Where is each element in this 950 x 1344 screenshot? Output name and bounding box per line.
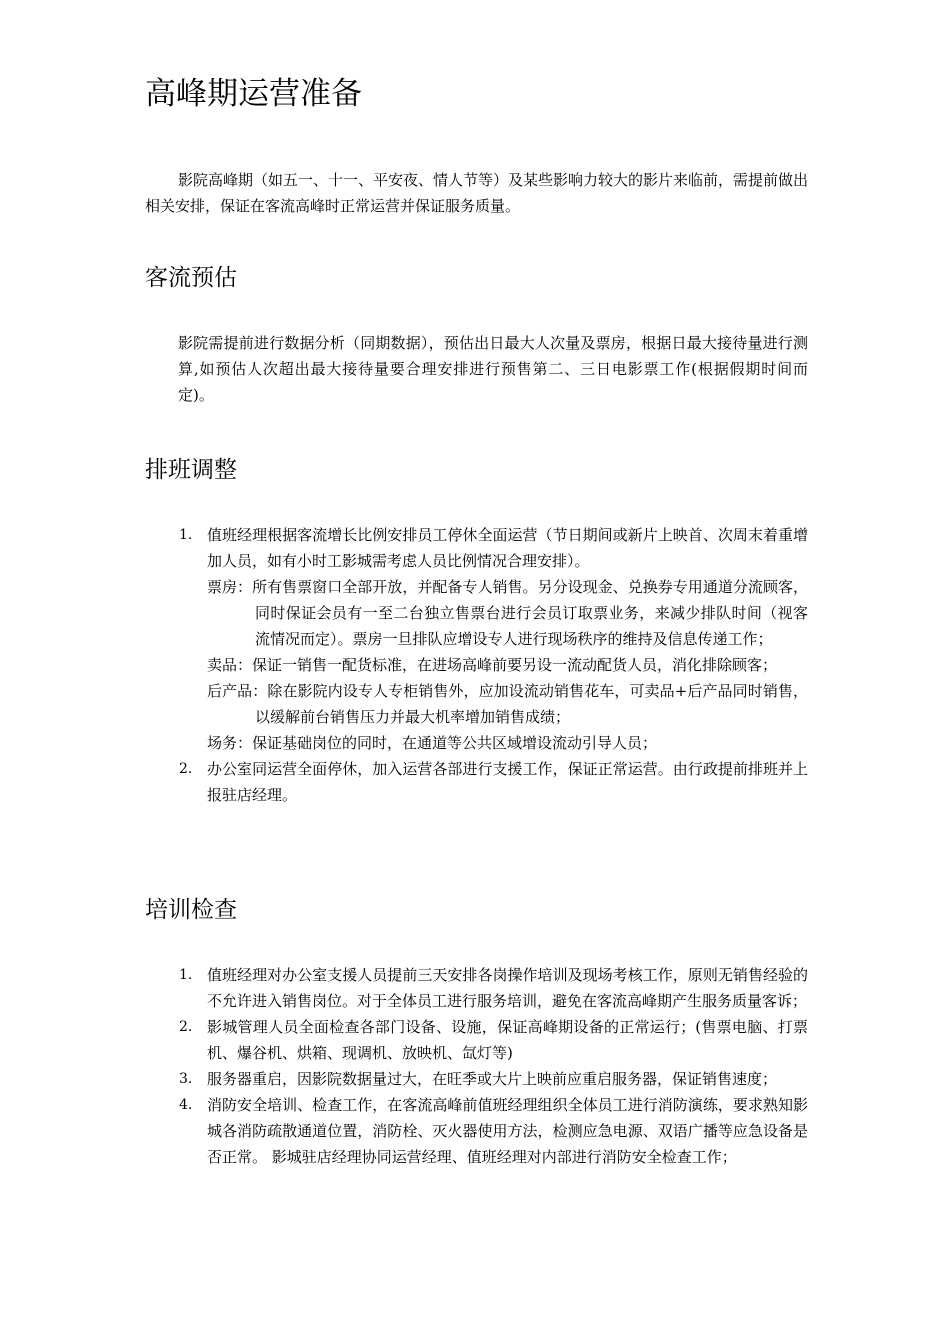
list-item (145, 1092, 808, 1170)
sub-item-merchandise: 后产品：除在影院内设专人专柜销售外，应加设流动销售花车，可卖品+后产品同时销售，以缓解前台销售压力并最大机率增加销售成绩； (207, 682, 808, 726)
intro-paragraph: 影院高峰期（如五一、十一、平安夜、情人节等）及某些影响力较大的影片来临前，需提前做出相关安排，保证在客流高峰时正常运营并保证服务质量。 (145, 171, 809, 215)
list-item (145, 962, 808, 1014)
list-item-text: 值班经理对办公室支援人员提前三天安排各岗操作培训及现场考核工作，原则无销售经验的不允许进入销售岗位。对于全体员工进行服务培训，避免在客流高峰期产生服务质量客诉； (207, 966, 808, 1010)
list-item (145, 522, 808, 756)
section-heading-training: 培训检查 (145, 897, 237, 923)
document-title: 高峰期运营准备 (145, 76, 362, 112)
list-item-number: 2. (179, 1019, 193, 1035)
list-item-text: 消防安全培训、检查工作，在客流高峰前值班经理组织全体员工进行消防演练，要求熟知影城各消防疏散通道位置，消防栓、灭火器使用方法，检测应急电源、双语广播等应急设备是否正常。 影城驻店经理协同运营经理、值班经理对内部进行消防安全检查工作； (207, 1096, 808, 1166)
list-item-text: 值班经理根据客流增长比例安排员工停休全面运营（节日期间或新片上映首、次周末着重增加人员，如有小时工影城需考虑人员比例情况合理安排）。 (207, 526, 808, 570)
list-item-number: 1. (179, 527, 193, 543)
list-item-text: 办公室同运营全面停休，加入运营各部进行支援工作，保证正常运营。由行政提前排班并上报驻店经理。 (207, 760, 808, 804)
section-heading-flow-estimate: 客流预估 (145, 265, 237, 291)
sub-item-floor-staff: 场务：保证基础岗位的同时，在通道等公共区域增设流动引导人员； (207, 734, 658, 752)
section-heading-schedule: 排班调整 (145, 457, 237, 483)
list-item (145, 1014, 808, 1066)
list-item-number: 2. (179, 761, 193, 777)
list-item-text: 影城管理人员全面检查各部门设备、设施，保证高峰期设备的正常运行；(售票电脑、打票机、爆谷机、烘箱、现调机、放映机、氙灯等) (207, 1018, 808, 1062)
schedule-list (145, 522, 808, 808)
training-list (145, 962, 808, 1170)
list-item-number: 1. (179, 967, 193, 983)
list-item-number: 4. (179, 1097, 193, 1113)
list-item (145, 756, 808, 808)
section-flow-estimate-paragraph: 影院需提前进行数据分析（同期数据），预估出日最大人次量及票房，根据日最大接待量进行测算,如预估人次超出最大接待量要合理安排进行预售第二、三日电影票工作(根据假期时间而定)。 (178, 334, 808, 404)
list-item-number: 3. (179, 1071, 193, 1087)
list-item-text: 服务器重启，因影院数据量过大，在旺季或大片上映前应重启服务器，保证销售速度； (207, 1070, 778, 1088)
sub-item-box-office: 票房：所有售票窗口全部开放，并配备专人销售。另分设现金、兑换券专用通道分流顾客，同时保证会员有一至二台独立售票台进行会员订取票业务，来减少排队时间（视客流情况而定）。票房一旦排队应增设专人进行现场秩序的维持及信息传递工作； (207, 578, 808, 648)
list-item (145, 1066, 808, 1092)
sub-item-concessions: 卖品：保证一销售一配货标准，在进场高峰前要另设一流动配货人员，消化排除顾客； (207, 656, 778, 674)
